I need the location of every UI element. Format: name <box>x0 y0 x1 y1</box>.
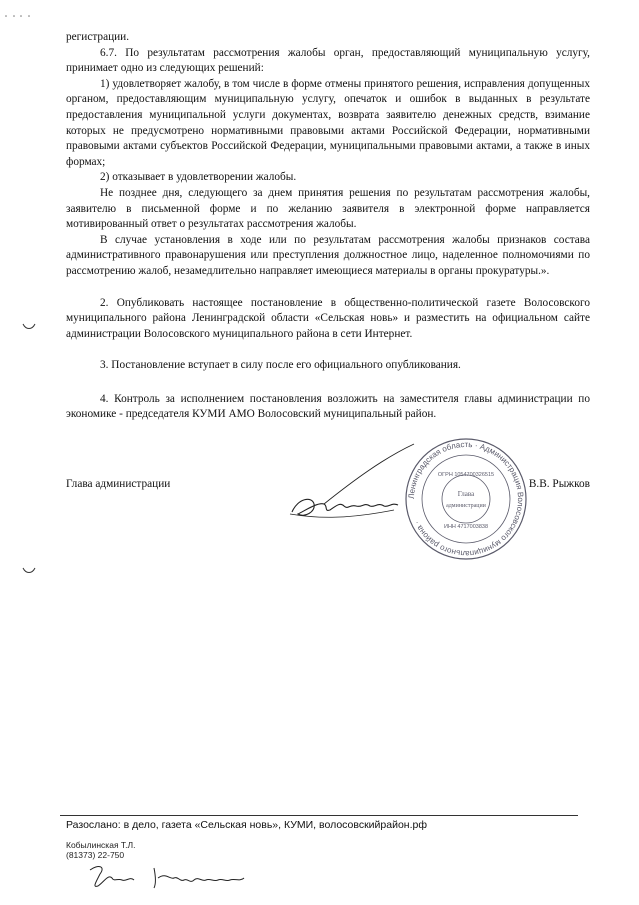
executor-phone: (81373) 22-750 <box>66 850 125 860</box>
signatory-position: Глава администрации <box>66 478 171 490</box>
stamp-ring-text: Ленинградская область · Администрация Волосовского муниципального района · <box>406 439 526 559</box>
binding-mark-icon <box>22 318 36 326</box>
paragraph-6-7: 6.7. По результатам рассмотрения жалобы орган, предоставляющий муниципальную услугу, принимает одно из следующих решений: <box>66 46 590 75</box>
item-2-publish: 2. Опубликовать настоящее постановление в общественно-политической газете Волосовского муниципального района Ленинградской области «Сельская новь» и разместить на официальном сайте администрации Волосовского муниципального района в сети Интернет. <box>66 296 590 340</box>
scan-dots <box>4 6 34 12</box>
paragraph-prosecution: В случае установления в ходе или по результатам рассмотрения жалобы признаков состава административного правонарушения или преступления должностное лицо, наделенное полномочиями по рассмотрению жалоб, незамедлительно направляет имеющиеся материалы в органы прокуратуры.». <box>66 233 590 277</box>
stamp-inn: ИНН 4717003838 <box>443 524 489 530</box>
stamp-center-line1: Глава <box>457 490 475 498</box>
approval-signatures <box>84 860 274 894</box>
svg-text:Ленинградская область · Админи <box>407 440 525 558</box>
executor-info <box>66 840 135 860</box>
paragraph-response: Не позднее дня, следующего за днем принятия решения по результатам рассмотрения жалобы, заявителю в письменной форме и по желанию заявителя в электронной форме направляется мотивированный ответ о результатах рассмотрения жалобы. <box>66 186 590 231</box>
signatory-name: В.В. Рыжков <box>528 478 590 490</box>
stamp-center-line2: администрации <box>446 503 486 509</box>
official-stamp <box>403 436 529 562</box>
footer-divider <box>60 815 578 816</box>
item-4-control: 4. Контроль за исполнением постановления возложить на заместителя главы администрации по экономике - председателя КУМИ АМО Волосовский муниципальный район. <box>66 392 590 421</box>
stamp-ogrn: ОГРН 1054700326515 <box>437 472 495 478</box>
paragraph-decision-2: 2) отказывает в удовлетворении жалобы. <box>100 171 297 184</box>
paragraph-registration: регистрации. <box>66 31 130 43</box>
binding-mark-icon <box>22 562 36 570</box>
paragraph-decision-1: 1) удовлетворяет жалобу, в том числе в форме отмены принятого решения, исправления допущенных органом, предоставляющим муниципальную услугу, опечаток и ошибок в выданных в результате предоставления муниципальной услуги документах, возврата заявителю денежных средств, взимание которых не предусмотрено нормативными правовыми актами Российской Федерации, нормативными правовыми актами субъектов Российской Федерации, муниципальными правовыми актами, а также в иных формах; <box>66 77 590 168</box>
executor-name: Кобылинская Т.Л. <box>66 840 136 850</box>
document-body <box>66 30 590 423</box>
item-3-effective: 3. Постановление вступает в силу после его официального опубликования. <box>100 359 461 372</box>
distribution-list: Разослано: в дело, газета «Сельская новь», КУМИ, волосовскийрайон.рф <box>66 819 427 831</box>
